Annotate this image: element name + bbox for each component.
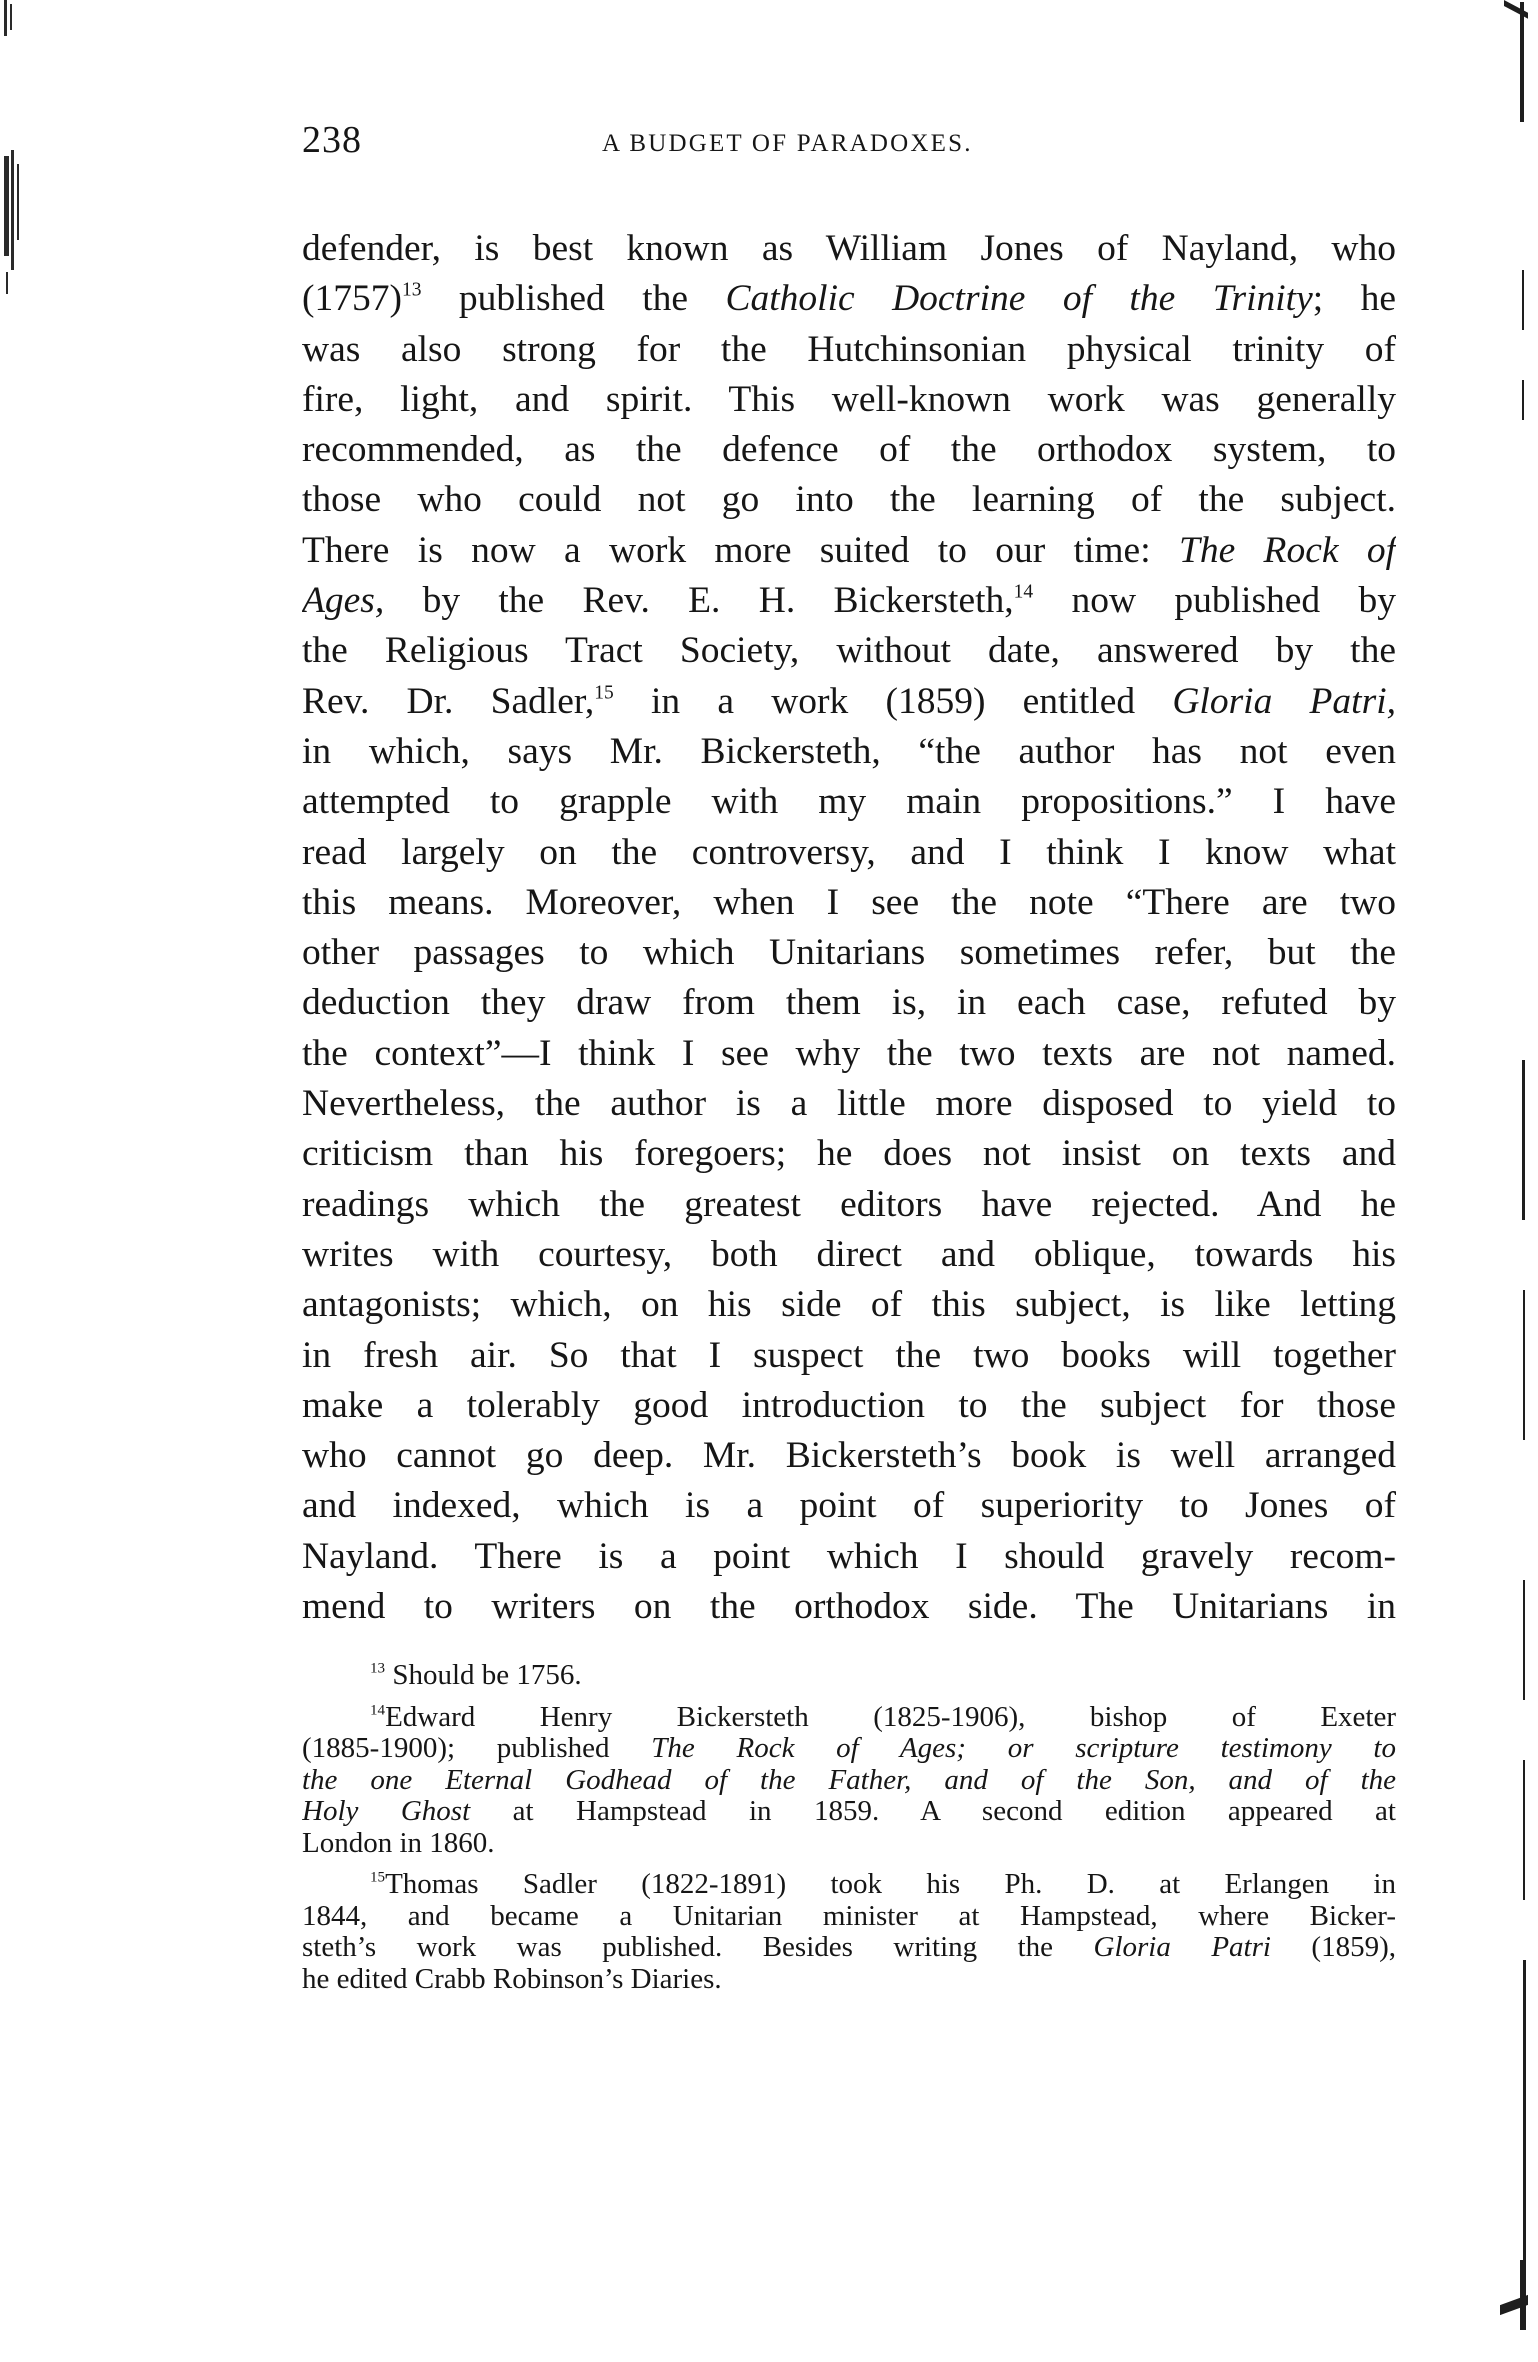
text-line: antagonists; which, on his side of this subject, is like letting: [302, 1284, 1396, 1326]
footnote-15: [302, 1869, 1396, 1995]
footnote-line: (1885-1900); published The Rock of Ages; or scripture testimony to: [302, 1733, 1396, 1764]
footnote-line: 1844, and became a Unitarian minister at Hampstead, where Bicker-: [302, 1900, 1396, 1932]
text-line: the Religious Tract Society, without date, answered by the: [302, 630, 1396, 672]
text-line: Nevertheless, the author is a little more disposed to yield to: [302, 1083, 1396, 1125]
book-title: the one Eternal Godhead of the Father, and of the Son, and of the: [302, 1764, 1396, 1796]
text-line: those who could not go into the learning of the subject.: [302, 479, 1396, 521]
scan-edge-right: [1498, 0, 1538, 2362]
text-line: criticism than his foregoers; he does not insist on texts and: [302, 1133, 1396, 1175]
text-line: make a tolerably good introduction to the subject for those: [302, 1384, 1396, 1426]
book-title: Gloria Patri,: [1172, 680, 1396, 722]
footnote-line: he edited Crabb Robinson’s Diaries.: [302, 1963, 722, 1995]
footnote-ref: 15: [594, 682, 614, 704]
text-line: other passages to which Unitarians sometimes refer, but the: [302, 932, 1396, 974]
footnote-line: Holy Ghost at Hampstead in 1859. A second edition appeared at: [302, 1796, 1396, 1827]
footnote-line: London in 1860.: [302, 1827, 495, 1859]
footnote-line: $^{14}$Edward Henry Bickersteth (1825-1906), bishop of Exeter: [370, 1701, 1396, 1733]
footnotes: [302, 1660, 1396, 2005]
book-title: Catholic Doctrine of the Trinity: [725, 278, 1313, 320]
footnote-line: $^{13}$ Should be 1756.: [370, 1660, 582, 1691]
book-title: Ages,: [302, 580, 385, 622]
text-line: Nayland. There is a point which I should gravely recom-: [302, 1535, 1396, 1577]
footnote-ref: 14: [1013, 581, 1034, 603]
text-line: $(1757)^{13}$ published the Catholic Doctrine of the Trinity; he: [302, 278, 1396, 320]
main-text: [302, 224, 1396, 1632]
text-line: attempted to grapple with my main propositions.” I have: [302, 781, 1396, 823]
text-line: There is now a work more suited to our time: The Rock of: [302, 529, 1396, 571]
text-line: writes with courtesy, both direct and oblique, towards his: [302, 1233, 1396, 1275]
text-line: read largely on the controversy, and I think I know what: [302, 831, 1396, 873]
text-line: defender, is best known as William Jones of Nayland, who: [302, 228, 1396, 269]
text-line: was also strong for the Hutchinsonian physical trinity of: [302, 328, 1396, 370]
text-line: Rev. Dr. Sadler,$^{15}$ in a work (1859) entitled Gloria Patri,: [302, 680, 1396, 722]
text-line: in which, says Mr. Bickersteth, “the author has not even: [302, 730, 1396, 772]
footnote-marker: 14: [370, 1702, 386, 1719]
footnote-marker: 13: [370, 1660, 386, 1677]
footnote-ref: 13: [401, 279, 422, 301]
text-line: deduction they draw from them is, in each case, refuted by: [302, 982, 1396, 1024]
book-title: Gloria Patri: [1093, 1932, 1271, 1963]
footnote-13: [302, 1660, 1396, 1692]
footnote-line: [302, 1765, 1396, 1797]
text-line: the context”—I think I see why the two texts are not named.: [302, 1032, 1396, 1074]
book-title: The Rock of Ages; or scripture testimony to: [651, 1733, 1396, 1764]
text-line: Ages, by the Rev. E. H. Bickersteth,$^{14}$ now published by: [302, 580, 1396, 622]
scan-edge-left: [0, 0, 22, 300]
text-line: this means. Moreover, when I see the note “There are two: [302, 881, 1396, 923]
text-line: who cannot go deep. Mr. Bickersteth’s book is well arranged: [302, 1435, 1396, 1477]
text-line: fire, light, and spirit. This well-known work was generally: [302, 378, 1396, 420]
footnote-line: $^{15}$Thomas Sadler (1822-1891) took his Ph. D. at Erlangen in: [370, 1869, 1396, 1900]
text-line: in fresh air. So that I suspect the two books will together: [302, 1334, 1396, 1376]
page-number: 238: [302, 119, 362, 161]
page-header: [302, 118, 1396, 178]
text-line: and indexed, which is a point of superiority to Jones of: [302, 1485, 1396, 1527]
text-line: mend to writers on the orthodox side. The Unitarians in: [302, 1586, 1396, 1628]
footnote-marker: 15: [370, 1869, 386, 1886]
text-line: recommended, as the defence of the orthodox system, to: [302, 429, 1396, 471]
book-title: The Rock of: [1178, 529, 1396, 571]
footnote-line: steth’s work was published. Besides writing the Gloria Patri (1859),: [302, 1932, 1396, 1963]
running-title: A BUDGET OF PARADOXES.: [602, 130, 973, 157]
footnote-14: [302, 1702, 1396, 1860]
text-line: readings which the greatest editors have rejected. And he: [302, 1183, 1396, 1225]
book-title: Holy Ghost: [302, 1796, 471, 1827]
